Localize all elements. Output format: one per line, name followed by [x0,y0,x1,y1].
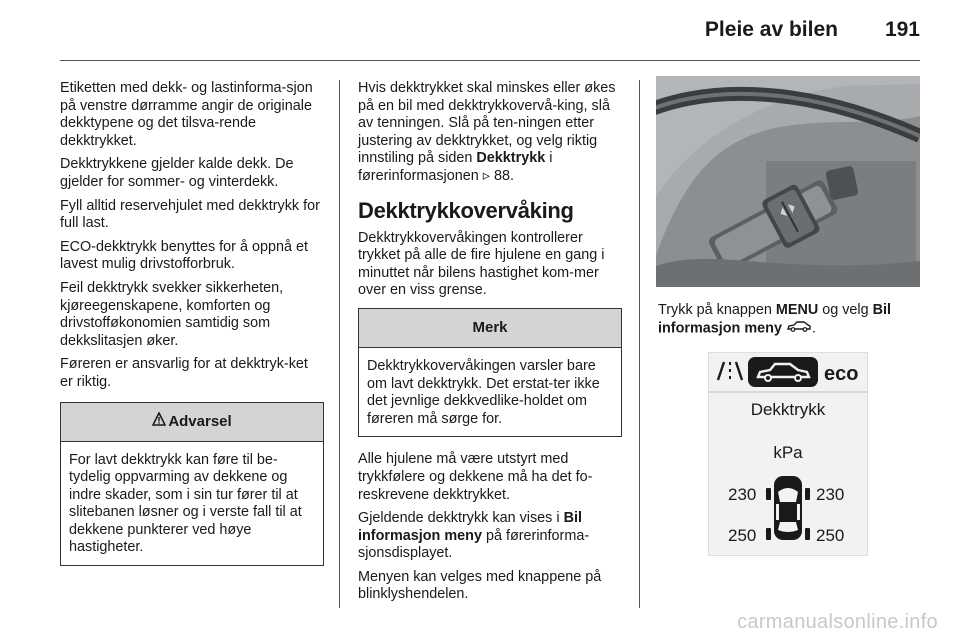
column-divider-left [339,80,340,608]
paragraph-cold-tyres: Dekktrykkene gjelder kalde dekk. De gjelder for sommer- og vinterdekk. [60,156,294,190]
watermark: carmanualsonline.info [737,611,938,633]
page-reference: 88. [494,167,515,184]
bold-term-dekktrykk: Dekktrykk [476,150,546,167]
bold-term-menu: MENU [775,302,819,318]
page-header [0,0,960,60]
warning-box-header [61,403,323,442]
paragraph-adjust-pressure: Hvis dekktrykket skal minskes eller økes på en bil med dekktrykkovervå-king, slå av tenningen. Slå på ten-ningen etter justering av dekktrykket, og velg riktig innstiling på siden Dekktrykk i førerinformasjonen ▹ 88. [358,80,616,184]
warning-text: For lavt dekktrykk kan føre til be-tydelig oppvarming av dekkene og indre skader, som i sin tur fører til at slitebanen løsner og i verste fall til at dekkene punkterer ved høye hastigheter. [69,451,302,556]
photo-caption: Trykk på knappen MENU og velg Bil informasjon meny . [658,302,892,337]
pressure-rear-right: 250 [816,526,845,545]
pressure-rear-left: 250 [728,526,757,545]
eco-label: eco [824,363,859,385]
paragraph-display: Gjeldende dekktrykk kan vises i Bil informasjon meny på førerinforma-sjonsdisplayet. [358,510,590,562]
warning-title: Advarsel [168,412,232,430]
column-2 [358,80,622,610]
pressure-unit: kPa [773,443,803,462]
paragraph-wrong-pressure: Feil dekktrykk svekker sikkerheten, kjøreegenskapene, komforten og drivstofføkonomien samtidig som dekkslitasjen øker. [60,279,284,349]
paragraph-menu-select: Menyen kan velges med knappene på blinklyshendelen. [358,568,602,603]
paragraph-spare-wheel: Fyll alltid reservehjulet med dekktrykk for full last. [60,197,320,232]
column-1 [60,80,324,566]
warning-triangle-icon [152,412,166,431]
note-text: Dekktrykkovervåkingen varsler bare om lavt dekktrykk. Det erstat-ter ikke det jevnlige dekkvedlike-holdet om føreren må sørge for. [367,357,600,427]
page-number: 191 [884,18,920,41]
bold-term-bil-info: Bil informasjon meny [358,510,582,544]
pressure-front-right: 230 [816,485,845,504]
tyre-pressure-display [708,352,868,556]
note-box [358,308,622,437]
paragraph-label-info: Etiketten med dekk- og lastinforma-sjon på venstre dørramme angir de originale dekktypene og det tilsva-rende dekktrykket. [60,80,313,149]
paragraph-driver-responsible: Føreren er ansvarlig for at dekktryk-ket er riktig. [60,356,308,390]
bold-term-bil-info-caption: Bil informasjon meny [658,302,892,337]
display-screen [708,352,868,556]
car-outline-icon [786,320,812,338]
header-rule [60,60,920,61]
paragraph-sensors: Alle hjulene må være utstyrt med trykkfølere og dekkene må ha det fo-reskrevene dekktrykket. [358,451,593,503]
warning-box [60,402,324,567]
pressure-front-left: 230 [728,485,757,504]
section-heading: Dekktrykkovervåking [358,197,574,223]
display-title: Dekktrykk [750,400,826,419]
paragraph-eco: ECO-dekktrykk benyttes for å oppnå et lavest mulig drivstofforbruk. [60,238,308,273]
note-box-header: Merk [359,309,621,348]
turn-signal-lever-illustration [656,76,920,287]
chapter-title: Pleie av bilen [704,18,838,41]
paragraph-monitoring-desc: Dekktrykkovervåkingen kontrollerer trykket på alle de fire hjulene en gang i minuttet når bilens hastighet kom-mer over en viss grense. [358,229,605,299]
steering-stalk-photo [656,76,920,287]
column-divider-right [639,80,640,608]
page-reference-arrow-icon: ▹ [482,167,491,184]
